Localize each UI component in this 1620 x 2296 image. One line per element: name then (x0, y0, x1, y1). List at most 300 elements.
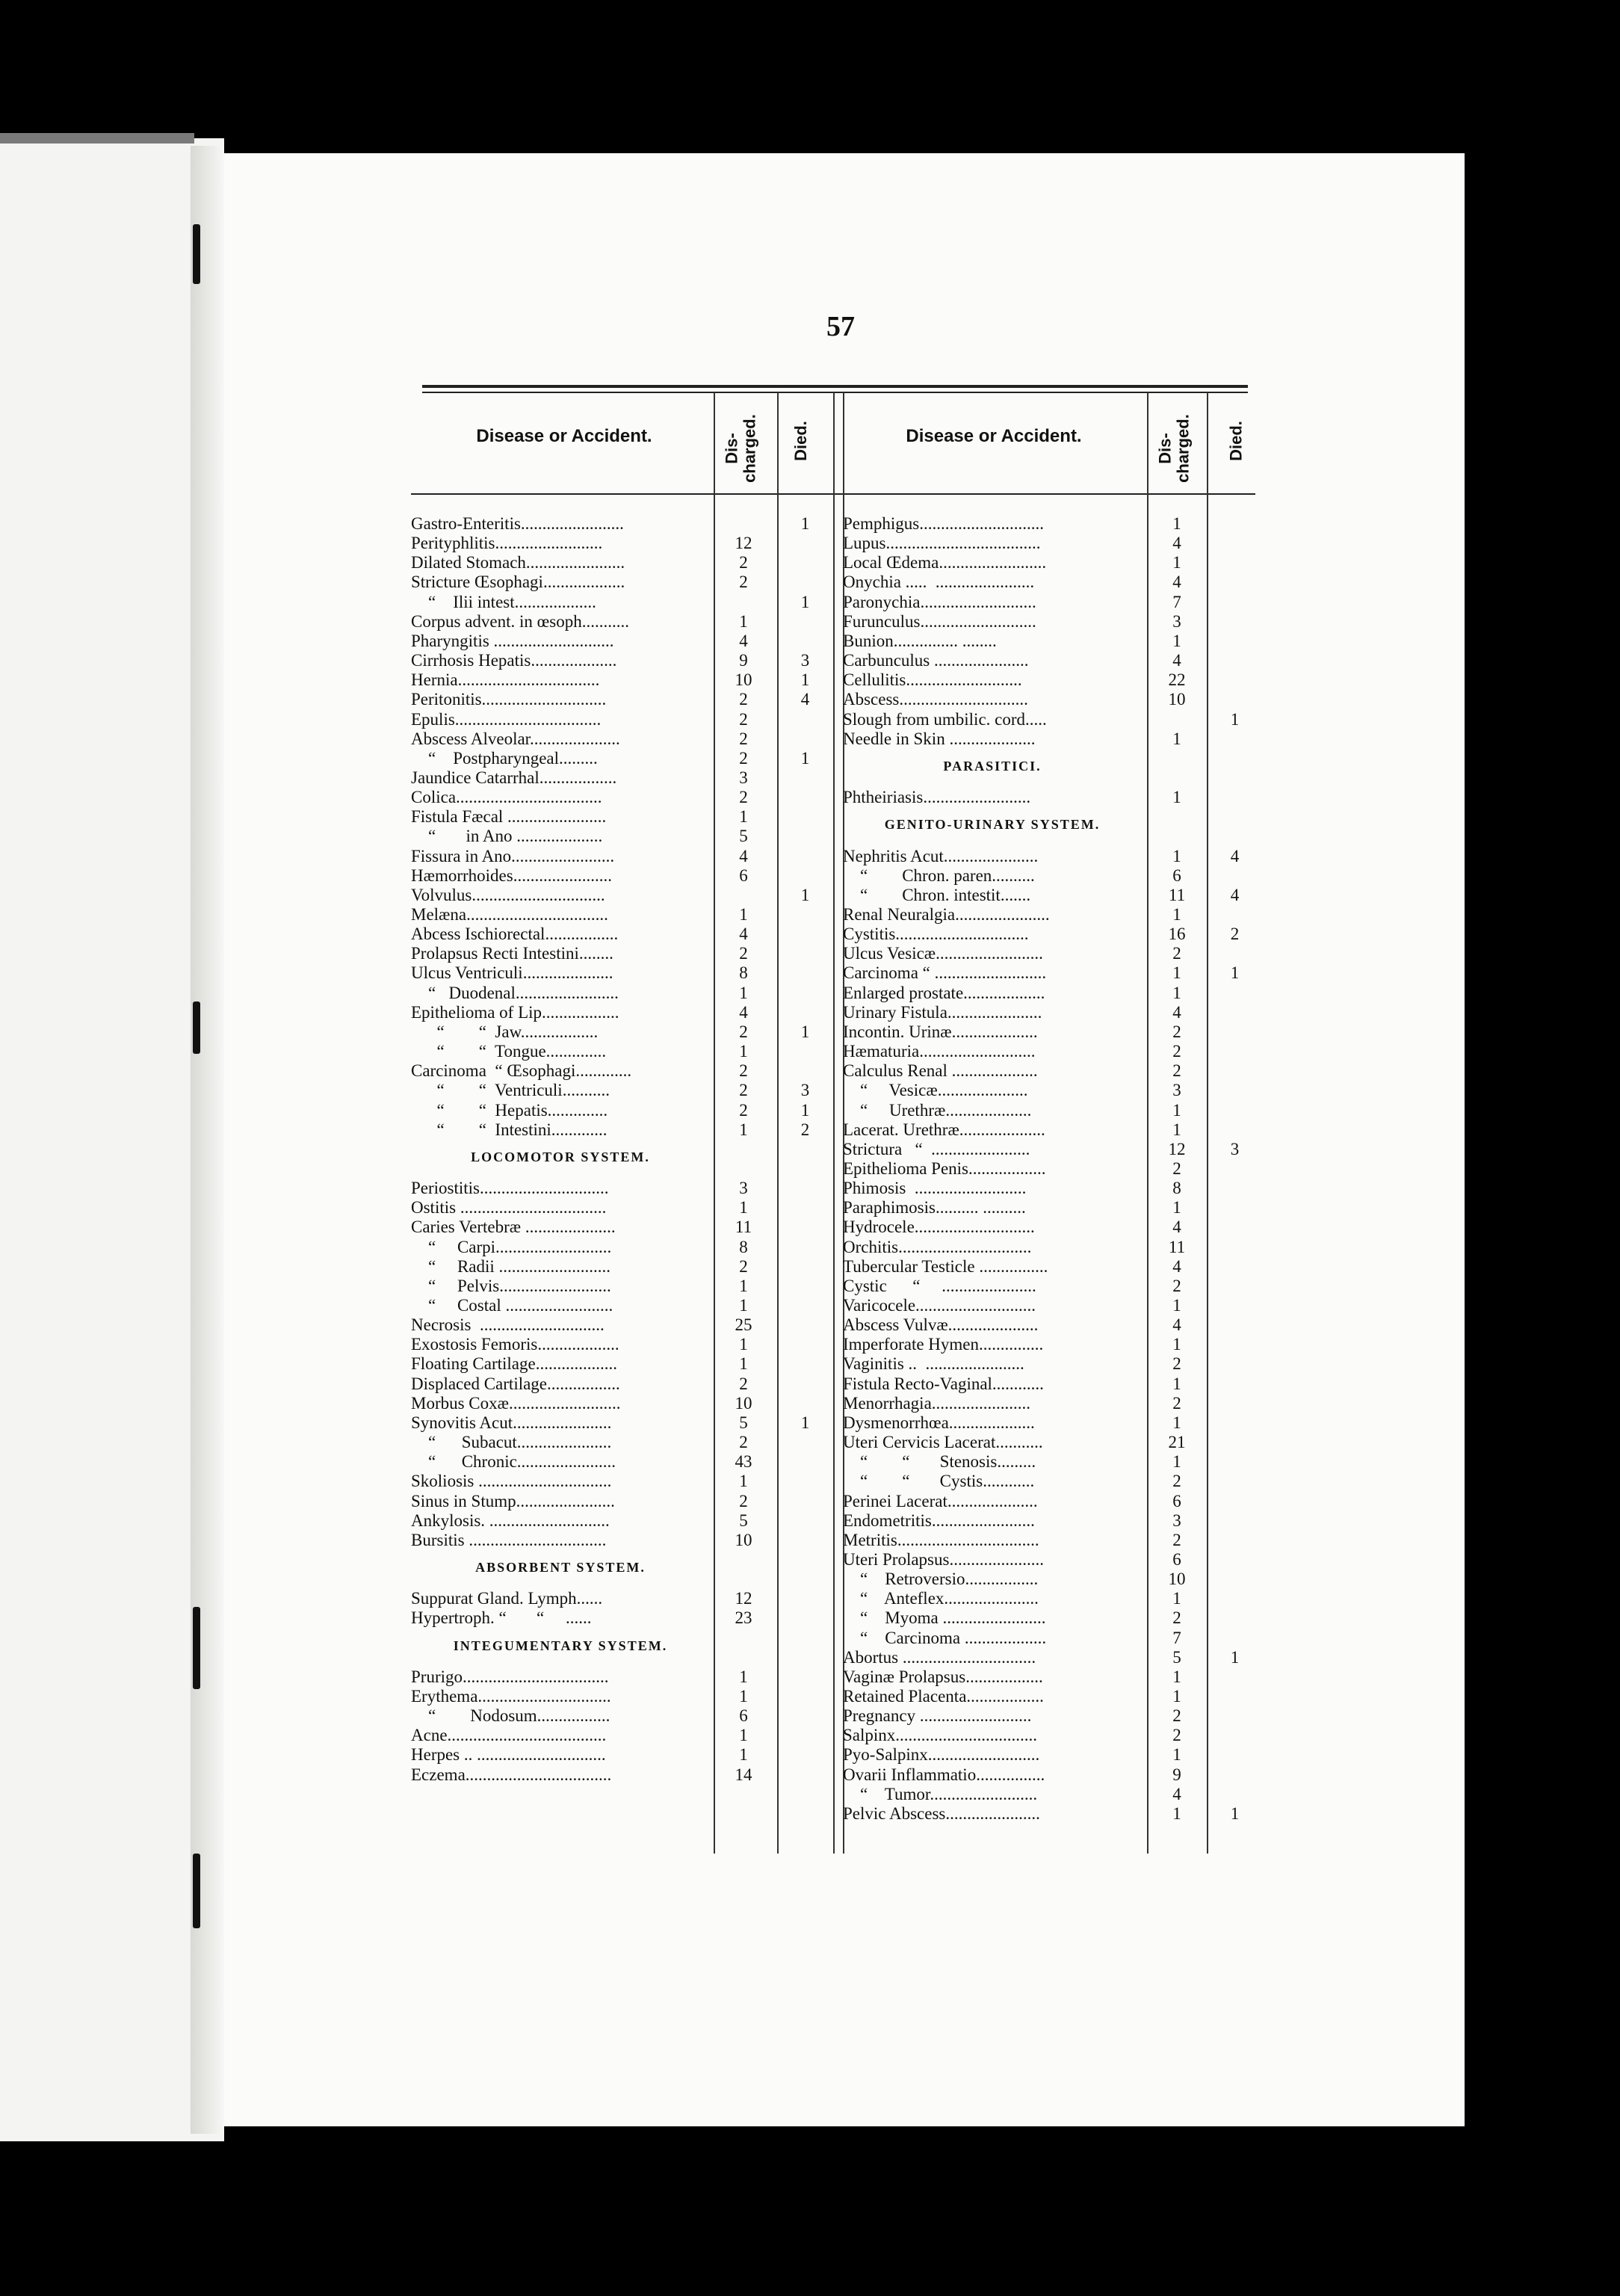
disease-name: Bursitis ................................ (411, 1530, 607, 1549)
table-row (843, 1394, 1267, 1413)
discharged-count: 1 (1172, 905, 1181, 924)
discharged-count: 1 (1172, 1335, 1181, 1354)
discharged-count: 2 (739, 1100, 748, 1120)
section-title: INTEGUMENTARY SYSTEM. (453, 1638, 668, 1653)
table-row (843, 1413, 1267, 1433)
discharged-count: 2 (739, 1491, 748, 1510)
table-row (411, 690, 837, 709)
table-row (411, 1022, 837, 1042)
table-row (843, 1218, 1267, 1237)
discharged-count: 22 (1168, 670, 1186, 690)
table-row (411, 553, 837, 573)
discharged-count: 1 (1172, 1413, 1181, 1432)
discharged-count: 14 (735, 1765, 752, 1784)
disease-name: Fissura in Ano........................ (411, 846, 615, 865)
table-row (843, 1120, 1267, 1140)
disease-name: Phtheiriasis......................... (843, 788, 1031, 807)
discharged-count: 2 (739, 1081, 748, 1100)
table-row (411, 905, 837, 925)
section-title: ABSORBENT SYSTEM. (475, 1560, 646, 1576)
table-row (411, 886, 837, 905)
died-count: 1 (800, 514, 810, 533)
discharged-count: 7 (1172, 1628, 1181, 1647)
disease-name: Pregnancy .......................... (843, 1706, 1032, 1726)
discharged-count: 1 (1172, 1452, 1181, 1472)
book-gutter (191, 146, 224, 2134)
discharged-count: 2 (1172, 1276, 1181, 1295)
discharged-count: 9 (739, 651, 748, 670)
table-row (843, 1277, 1267, 1296)
disease-name: Carcinoma “ .......................... (843, 963, 1047, 983)
disease-name: Displaced Cartilage................. (411, 1374, 620, 1393)
disease-name: Abscess.............................. (843, 690, 1028, 709)
table-row (843, 984, 1267, 1003)
disease-name: “ Subacut...................... (411, 1433, 612, 1452)
discharged-count: 1 (1172, 1198, 1181, 1218)
discharged-count: 3 (739, 1179, 748, 1198)
discharged-count: 16 (1168, 925, 1186, 944)
discharged-count: 3 (1172, 1510, 1181, 1530)
section-title: GENITO-URINARY SYSTEM. (884, 817, 1101, 833)
table-row (843, 1433, 1267, 1452)
table-row (843, 1159, 1267, 1179)
table-row (843, 1492, 1267, 1511)
died-count: 1 (1230, 709, 1240, 729)
table-row (843, 553, 1267, 573)
table-row (411, 1218, 837, 1237)
disease-name: Eczema.................................. (411, 1765, 612, 1784)
died-count: 2 (800, 1120, 810, 1139)
died-count: 1 (800, 670, 810, 690)
discharged-count: 2 (739, 748, 748, 768)
disease-name: Metritis................................. (843, 1530, 1039, 1549)
table-row (411, 1257, 837, 1277)
table-row (411, 788, 837, 807)
died-count: 1 (1230, 963, 1240, 983)
disease-name: Imperforate Hymen............... (843, 1335, 1044, 1354)
discharged-count: 1 (1172, 788, 1181, 807)
table-row (843, 651, 1267, 670)
disease-name: Jaundice Catarrhal.................. (411, 768, 617, 787)
table-row (843, 514, 1267, 534)
disease-name: Strictura “ ....................... (843, 1139, 1030, 1158)
discharged-count: 10 (735, 670, 752, 690)
discharged-count: 1 (1172, 1745, 1181, 1765)
disease-name: Hæmaturia........................... (843, 1042, 1036, 1061)
binding-stitch (193, 1607, 200, 1689)
table-row (843, 1042, 1267, 1061)
table-row (843, 1257, 1267, 1277)
table-row (411, 984, 837, 1003)
disease-name: Nephritis Acut...................... (843, 846, 1039, 865)
disease-name: “ Retroversio................. (843, 1570, 1039, 1589)
discharged-count: 11 (1168, 1237, 1186, 1256)
table-row (411, 651, 837, 670)
table-row (411, 1315, 837, 1335)
table-row (411, 1101, 837, 1120)
disease-name: Furunculus........................... (843, 611, 1036, 631)
disease-name: Hydrocele............................ (843, 1218, 1035, 1237)
table-row (411, 1277, 837, 1296)
discharged-count: 1 (739, 1335, 748, 1354)
table-row (843, 1589, 1267, 1608)
disease-name: Dilated Stomach....................... (411, 553, 625, 573)
discharged-count: 2 (739, 1374, 748, 1393)
table-row (843, 1003, 1267, 1022)
table-row (843, 1570, 1267, 1589)
discharged-count: 1 (1172, 1296, 1181, 1315)
disease-name: Peritonitis............................. (411, 690, 607, 709)
disease-name: Ankylosis. ............................ (411, 1510, 610, 1530)
table-row (843, 1765, 1267, 1785)
discharged-count: 8 (739, 963, 748, 983)
table-row (843, 729, 1267, 749)
died-count: 4 (1230, 885, 1240, 904)
disease-name: Slough from umbilic. cord..... (843, 709, 1047, 729)
disease-name: Caries Vertebræ ..................... (411, 1218, 616, 1237)
table-row (411, 1608, 837, 1628)
table-row (411, 1687, 837, 1706)
disease-name: Abscess Alveolar..................... (411, 729, 620, 748)
disease-name: Vaginitis .. ....................... (843, 1354, 1024, 1374)
disease-name: “ Chron. intestit....... (843, 885, 1031, 904)
discharged-count: 4 (1172, 573, 1181, 592)
table-row (411, 1335, 837, 1354)
discharged-count: 11 (735, 1218, 752, 1237)
table-row (843, 1061, 1267, 1081)
discharged-count: 1 (739, 1667, 748, 1686)
disease-name: “ Nodosum................. (411, 1706, 610, 1726)
disease-name: Local Œdema......................... (843, 553, 1047, 573)
discharged-count: 3 (739, 768, 748, 787)
disease-name: Pharyngitis ............................ (411, 631, 614, 650)
disease-name: “ Postpharyngeal......... (411, 748, 598, 768)
disease-name: Sinus in Stump....................... (411, 1491, 615, 1510)
discharged-count: 23 (735, 1608, 752, 1628)
disease-name: Morbus Coxæ.......................... (411, 1393, 621, 1413)
discharged-count: 2 (1172, 1061, 1181, 1081)
disease-name: “ Ilii intest................... (411, 592, 596, 611)
table-row (843, 1804, 1267, 1824)
table-row (411, 1472, 837, 1491)
discharged-count: 3 (1172, 611, 1181, 631)
disease-name: Phimosis .......................... (843, 1179, 1027, 1198)
table-row (843, 1629, 1267, 1648)
discharged-count: 43 (735, 1452, 752, 1472)
disease-name: Abscess Vulvæ..................... (843, 1315, 1039, 1335)
table-row (843, 1726, 1267, 1745)
discharged-count: 4 (739, 631, 748, 650)
table-row (843, 1550, 1267, 1570)
discharged-count: 6 (739, 865, 748, 885)
table-row (843, 573, 1267, 592)
disease-name: Paraphimosis.......... .......... (843, 1198, 1026, 1218)
discharged-count: 10 (735, 1530, 752, 1549)
disease-name: Cirrhosis Hepatis.................... (411, 651, 617, 670)
table-row (411, 1354, 837, 1374)
table-row (843, 1608, 1267, 1628)
died-count: 3 (800, 651, 810, 670)
table-row (411, 1511, 837, 1531)
table-row (843, 593, 1267, 612)
disease-name: Colica.................................. (411, 788, 602, 807)
disease-name: “ “ Jaw.................. (411, 1022, 599, 1041)
disease-name: “ Tumor......................... (843, 1784, 1038, 1803)
discharged-count: 2 (1172, 1726, 1181, 1745)
table-row (843, 670, 1267, 690)
discharged-count: 4 (739, 1002, 748, 1022)
disease-name: “ “ Intestini............. (411, 1120, 608, 1139)
right-disease-header: Disease or Accident. (906, 426, 1082, 446)
disease-name: “ “ Tongue.............. (411, 1042, 607, 1061)
table-row (411, 729, 837, 749)
table-row (843, 534, 1267, 553)
table-row (843, 866, 1267, 886)
section-title: LOCOMOTOR SYSTEM. (471, 1149, 650, 1164)
table-row (411, 1433, 837, 1452)
disease-name: Prurigo.................................. (411, 1667, 609, 1686)
table-row (411, 807, 837, 827)
table-row (411, 1413, 837, 1433)
discharged-count: 12 (735, 534, 752, 553)
disease-name: “ “ Cystis............ (843, 1472, 1035, 1491)
discharged-count: 1 (1172, 553, 1181, 573)
disease-name: Acne..................................... (411, 1726, 607, 1745)
died-count: 1 (800, 1413, 810, 1432)
binding-stitch (193, 224, 200, 284)
discharged-count: 11 (1168, 885, 1186, 904)
discharged-count: 4 (739, 925, 748, 944)
died-count: 4 (800, 690, 810, 709)
disease-name: Ovarii Inflammatio................ (843, 1765, 1045, 1784)
disease-name: Needle in Skin .................... (843, 729, 1036, 748)
discharged-count: 4 (1172, 1002, 1181, 1022)
died-count: 1 (800, 748, 810, 768)
table-row (411, 1198, 837, 1218)
disease-name: Incontin. Urinæ.................... (843, 1022, 1038, 1041)
discharged-count: 3 (1172, 1081, 1181, 1100)
discharged-count: 1 (739, 1120, 748, 1139)
top-rule (422, 385, 1248, 388)
disease-name: Epulis.................................. (411, 709, 602, 729)
table-row (843, 1179, 1267, 1198)
table-row (411, 632, 837, 651)
disease-name: Endometritis........................ (843, 1510, 1035, 1530)
disease-name: Ostitis .................................. (411, 1198, 607, 1218)
right-discharged-header: Dis- charged. (1155, 414, 1193, 483)
disease-name: Menorrhagia....................... (843, 1393, 1031, 1413)
table-row (843, 1081, 1267, 1100)
discharged-count: 5 (1172, 1647, 1181, 1667)
discharged-count: 1 (739, 1745, 748, 1765)
table-row (411, 847, 837, 866)
disease-name: Floating Cartilage................... (411, 1354, 617, 1374)
disease-name: Dysmenorrhœa.................... (843, 1413, 1035, 1432)
discharged-count: 1 (1172, 1687, 1181, 1706)
table-row (411, 1745, 837, 1765)
left-died-header: Died. (791, 421, 810, 461)
table-row (843, 1531, 1267, 1550)
discharged-count: 1 (1172, 963, 1181, 983)
discharged-count: 6 (1172, 865, 1181, 885)
disease-name: Cystic “ ...................... (843, 1276, 1036, 1295)
disease-name: Melæna................................. (411, 905, 608, 924)
disease-name: Gastro-Enteritis........................ (411, 514, 624, 533)
table-row (411, 1374, 837, 1394)
died-count: 3 (1230, 1139, 1240, 1158)
disease-name: Cellulitis........................... (843, 670, 1022, 690)
disease-name: Volvulus............................... (411, 885, 605, 904)
discharged-count: 2 (1172, 1393, 1181, 1413)
discharged-count: 1 (1172, 514, 1181, 533)
disease-name: Suppurat Gland. Lymph...... (411, 1589, 603, 1608)
section-title: PARASITICI. (943, 758, 1042, 774)
table-row (411, 963, 837, 983)
discharged-count: 2 (1172, 1158, 1181, 1178)
table-row (843, 1452, 1267, 1472)
discharged-count: 2 (739, 1256, 748, 1276)
disease-name: “ Urethræ.................... (843, 1100, 1032, 1120)
table-row (843, 1296, 1267, 1315)
table-row (843, 612, 1267, 632)
table-row (843, 944, 1267, 963)
table-row (843, 1687, 1267, 1706)
table-row (843, 1101, 1267, 1120)
discharged-count: 10 (1168, 690, 1186, 709)
discharged-count: 1 (1172, 983, 1181, 1002)
disease-name: Skoliosis ............................... (411, 1472, 612, 1491)
table-row (411, 1589, 837, 1608)
discharged-count: 1 (739, 1296, 748, 1315)
disease-name: “ Anteflex...................... (843, 1589, 1039, 1608)
discharged-count: 7 (1172, 592, 1181, 611)
discharged-count: 1 (1172, 729, 1181, 748)
disease-name: Cystitis............................... (843, 925, 1029, 944)
table-row (411, 1003, 837, 1022)
discharged-count: 2 (739, 729, 748, 748)
table-row (411, 1706, 837, 1726)
discharged-count: 1 (739, 1354, 748, 1374)
table-row (843, 905, 1267, 925)
discharged-count: 2 (739, 1061, 748, 1081)
disease-name: Orchitis............................... (843, 1237, 1032, 1256)
table-row (843, 1315, 1267, 1335)
disease-name: Pemphigus............................. (843, 514, 1044, 533)
died-count: 1 (1230, 1803, 1240, 1823)
table-row (843, 1140, 1267, 1159)
disease-name: Fistula Fæcal ....................... (411, 807, 607, 827)
table-row (843, 788, 1267, 807)
left-disease-header: Disease or Accident. (476, 426, 652, 446)
discharged-count: 4 (1172, 1256, 1181, 1276)
discharged-count: 2 (1172, 1706, 1181, 1726)
table-row (411, 573, 837, 592)
disease-name: Fistula Recto-Vaginal............ (843, 1374, 1044, 1393)
disease-name: Pelvic Abscess...................... (843, 1803, 1040, 1823)
disease-name: Prolapsus Recti Intestini........ (411, 944, 613, 963)
table-row (843, 886, 1267, 905)
table-row (843, 632, 1267, 651)
disease-name: Paronychia........................... (843, 592, 1036, 611)
discharged-count: 2 (739, 1022, 748, 1041)
disease-name: Lacerat. Urethræ.................... (843, 1120, 1045, 1139)
table-row (843, 1511, 1267, 1531)
disease-name: Renal Neuralgia...................... (843, 905, 1050, 924)
discharged-count: 10 (735, 1393, 752, 1413)
disease-name: Erythema............................... (411, 1687, 611, 1706)
disease-name: “ “ Hepatis.............. (411, 1100, 608, 1120)
discharged-count: 10 (1168, 1570, 1186, 1589)
disease-name: Corpus advent. in œsoph........... (411, 611, 629, 631)
disease-name: Exostosis Femoris................... (411, 1335, 619, 1354)
discharged-count: 4 (1172, 1315, 1181, 1335)
disease-name: Salpinx................................. (843, 1726, 1038, 1745)
died-count: 1 (800, 885, 810, 904)
died-count: 2 (1230, 925, 1240, 944)
discharged-count: 25 (735, 1315, 752, 1335)
disease-name: “ Carpi........................... (411, 1237, 612, 1256)
disease-name: Enlarged prostate................... (843, 983, 1045, 1002)
discharged-count: 4 (1172, 1784, 1181, 1803)
discharged-count: 12 (1168, 1139, 1186, 1158)
discharged-count: 2 (739, 690, 748, 709)
table-row (411, 827, 837, 846)
discharged-count: 1 (1172, 1667, 1181, 1686)
table-row (843, 1706, 1267, 1726)
table-row (843, 1354, 1267, 1374)
discharged-count: 1 (1172, 1120, 1181, 1139)
table-row (411, 1042, 837, 1061)
table-row (411, 612, 837, 632)
discharged-count: 12 (735, 1589, 752, 1608)
disease-name: Urinary Fistula...................... (843, 1002, 1042, 1022)
facing-page-edge (0, 133, 194, 144)
discharged-count: 2 (1172, 1354, 1181, 1374)
discharged-count: 1 (739, 1472, 748, 1491)
table-row (843, 1472, 1267, 1491)
disease-name: Calculus Renal .................... (843, 1061, 1038, 1081)
discharged-count: 21 (1168, 1433, 1186, 1452)
disease-name: Bunion............... ........ (843, 631, 997, 650)
discharged-count: 9 (1172, 1765, 1181, 1784)
disease-name: “ Vesicæ..................... (843, 1081, 1028, 1100)
table-row (843, 1648, 1267, 1667)
discharged-count: 5 (739, 1510, 748, 1530)
disease-name: Necrosis ............................. (411, 1315, 605, 1335)
top-rule (422, 392, 1248, 393)
left-discharged-header: Dis- charged. (722, 414, 759, 483)
table-row (411, 1765, 837, 1785)
table-row (843, 1745, 1267, 1765)
discharged-count: 1 (739, 611, 748, 631)
discharged-count: 2 (1172, 1530, 1181, 1549)
table-row (843, 847, 1267, 866)
discharged-count: 2 (1172, 1608, 1181, 1628)
table-row (843, 1238, 1267, 1257)
discharged-count: 1 (739, 1687, 748, 1706)
table-row (411, 670, 837, 690)
disease-name: “ Pelvis.......................... (411, 1276, 611, 1295)
table-row (843, 710, 1267, 729)
disease-name: Abortus ............................... (843, 1647, 1036, 1667)
discharged-count: 5 (739, 1413, 748, 1432)
discharged-count: 1 (1172, 631, 1181, 650)
disease-name: Hernia................................. (411, 670, 600, 690)
disease-name: Hæmorrhoides....................... (411, 865, 612, 885)
right-died-header: Died. (1226, 421, 1246, 461)
disease-name: “ Duodenal........................ (411, 983, 619, 1002)
discharged-count: 2 (739, 573, 748, 592)
